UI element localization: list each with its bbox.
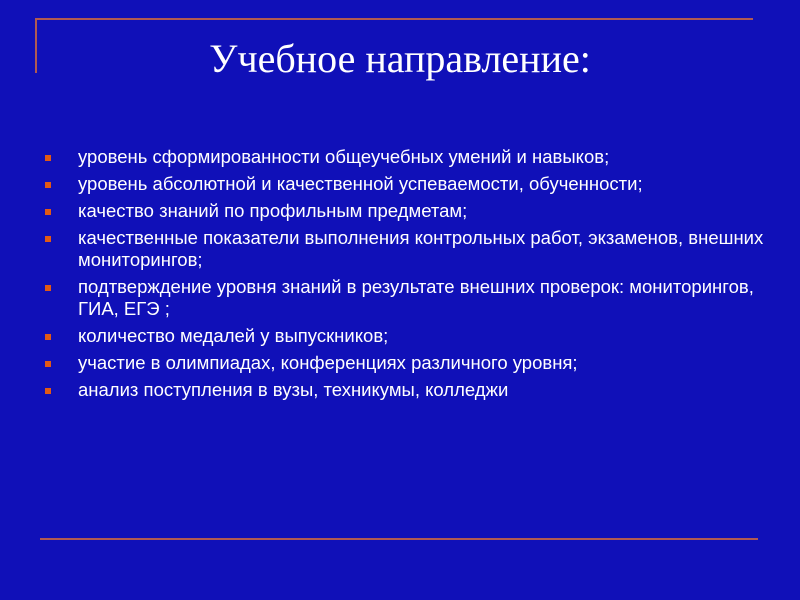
square-bullet-icon: [45, 236, 51, 242]
bullet-item: [44, 227, 764, 271]
bullet-list: [44, 146, 764, 406]
square-bullet-icon: [45, 334, 51, 340]
bullet-item: [44, 379, 764, 401]
slide-title: Учебное направление:: [209, 36, 591, 81]
square-bullet-icon: [45, 209, 51, 215]
bullet-text: анализ поступления в вузы, техникумы, колледжи: [78, 379, 509, 400]
bullet-item: [44, 325, 764, 347]
bullet-item: [44, 200, 764, 222]
bullet-text: участие в олимпиадах, конференциях различного уровня;: [78, 352, 578, 373]
square-bullet-icon: [45, 388, 51, 394]
bullet-item: [44, 173, 764, 195]
square-bullet-icon: [45, 285, 51, 291]
bullet-text: качественные показатели выполнения контрольных работ, экзаменов, внешних мониторингов;: [78, 227, 764, 270]
bullet-item: [44, 352, 764, 374]
bullet-text: количество медалей у выпускников;: [78, 325, 389, 346]
square-bullet-icon: [45, 182, 51, 188]
bottom-rule: [40, 538, 758, 540]
bullet-text: уровень сформированности общеучебных умений и навыков;: [78, 146, 610, 167]
bullet-text: подтверждение уровня знаний в результате внешних проверок: мониторингов, ГИА, ЕГЭ ;: [78, 276, 754, 319]
bullet-text: качество знаний по профильным предметам;: [78, 200, 468, 221]
bullet-item: [44, 146, 764, 168]
top-rule: [35, 18, 753, 20]
square-bullet-icon: [45, 361, 51, 367]
bullet-item: [44, 276, 764, 320]
square-bullet-icon: [45, 155, 51, 161]
bullet-text: уровень абсолютной и качественной успеваемости, обученности;: [78, 173, 643, 194]
